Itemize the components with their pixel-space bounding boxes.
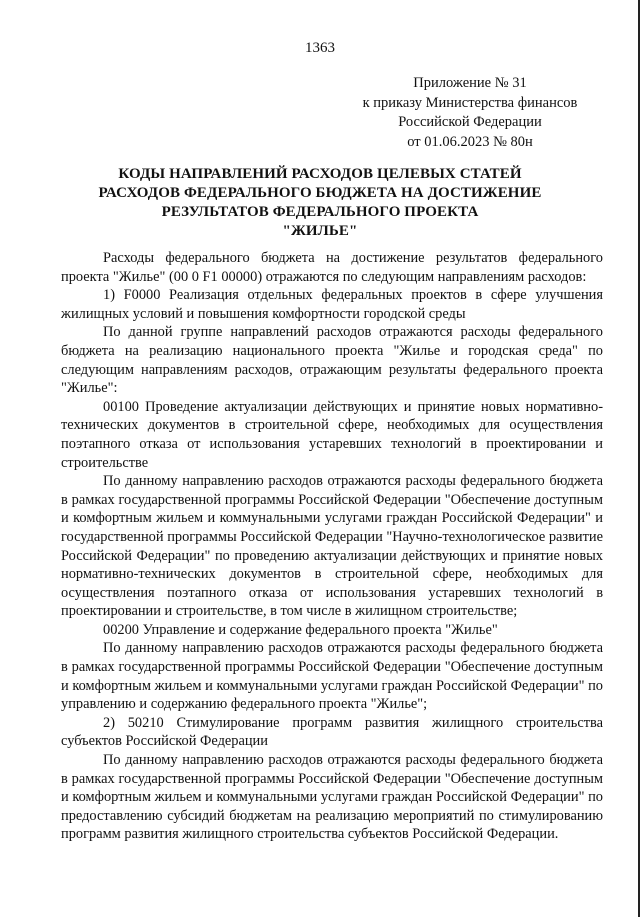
title-line: РАСХОДОВ ФЕДЕРАЛЬНОГО БЮДЖЕТА НА ДОСТИЖЕНИЕ bbox=[98, 185, 542, 201]
paragraph: 1) F0000 Реализация отдельных федеральных проектов в сфере улучшения жилищных условий и повышения комфортности городской среды bbox=[61, 287, 603, 322]
document-title bbox=[60, 165, 580, 241]
paragraph: 00200 Управление и содержание федерального проекта "Жилье" bbox=[103, 621, 498, 638]
appendix-line: к приказу Министерства финансов bbox=[362, 94, 578, 111]
paragraph: По данному направлению расходов отражаются расходы федерального бюджета в рамках государственной программы Российской Федерации "Обеспечение доступным и комфортным жильем и коммунальными услугами граждан Российской Федерации" по предоставлению субсидий бюджетам на реализацию мероприятий по стимулированию программ развития жилищного строительства субъектов Российской Федерации. bbox=[61, 752, 603, 843]
paragraph: 00100 Проведение актуализации действующих и принятие новых нормативно-технических документов в строительной сфере, необходимых для осуществления поэтапного отказа от использования устаревших технологий в проектировании и строительстве bbox=[61, 398, 603, 471]
paragraph: Расходы федерального бюджета на достижение результатов федерального проекта "Жилье" (00 0 F1 00000) отражаются по следующим направлениям расходов: bbox=[61, 250, 603, 285]
title-line: РЕЗУЛЬТАТОВ ФЕДЕРАЛЬНОГО ПРОЕКТА bbox=[161, 204, 479, 220]
title-line: КОДЫ НАПРАВЛЕНИЙ РАСХОДОВ ЦЕЛЕВЫХ СТАТЕЙ bbox=[118, 166, 522, 182]
paragraph: По данной группе направлений расходов отражаются расходы федерального бюджета на реализацию национального проекта "Жилье и городская среда" по следующим направлениям расходов, отражающим результаты федерального проекта "Жилье": bbox=[61, 324, 603, 397]
paragraph: По данному направлению расходов отражаются расходы федерального бюджета в рамках государственной программы Российской Федерации "Обеспечение доступным и комфортным жильем и коммунальными услугами граждан Российской Федерации" по управлению и содержанию федерального проекта "Жилье"; bbox=[61, 640, 603, 713]
appendix-block bbox=[330, 74, 610, 152]
appendix-line: Приложение № 31 bbox=[413, 75, 527, 91]
appendix-line: от 01.06.2023 № 80н bbox=[407, 133, 533, 150]
page-number: 1363 bbox=[305, 40, 335, 56]
appendix-line: Российской Федерации bbox=[398, 114, 542, 130]
document-body bbox=[61, 249, 603, 844]
paragraph: 2) 50210 Стимулирование программ развития жилищного строительства субъектов Российской Федерации bbox=[61, 714, 603, 750]
title-line: "ЖИЛЬЕ" bbox=[282, 223, 358, 239]
paragraph: По данному направлению расходов отражаются расходы федерального бюджета в рамках государственной программы Российской Федерации "Обеспечение доступным и комфортным жильем и коммунальными услугами граждан Российской Федерации" и государственной программы Российской Федерации "Научно-технологическое развитие Российской Федерации" по проведению актуализации действующих и принятие новых нормативно-технических документов в строительной сфере, необходимых для осуществления поэтапного отказа от использования устаревших технологий в проектировании и строительстве, в том числе в жилищном строительстве; bbox=[61, 473, 603, 620]
